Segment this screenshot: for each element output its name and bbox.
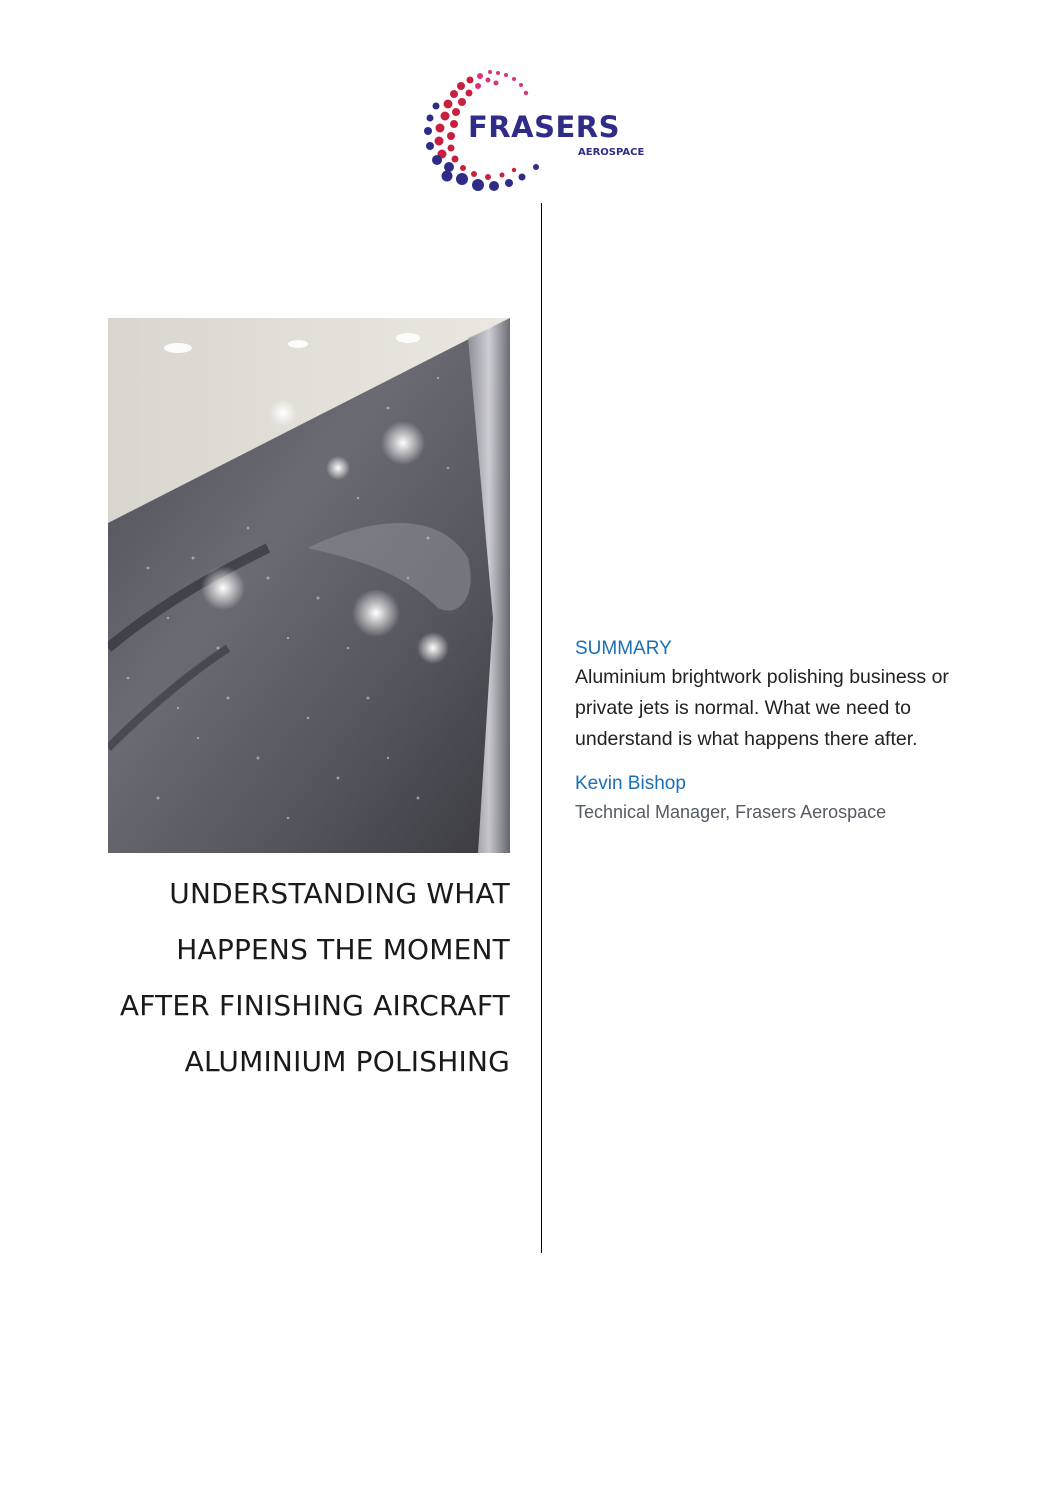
- author-name: Kevin Bishop: [575, 773, 686, 794]
- summary-line: understand is what happens there after.: [575, 728, 918, 750]
- title-line: ALUMINIUM POLISHING: [184, 1045, 510, 1078]
- vertical-divider: [541, 203, 542, 1253]
- summary-heading: SUMMARY: [575, 638, 672, 659]
- author-role: Technical Manager, Frasers Aerospace: [575, 802, 887, 822]
- logo-subtitle: AEROSPACE: [578, 147, 645, 158]
- frasers-logo: [418, 64, 668, 198]
- article-title: [100, 866, 510, 1090]
- summary-text: [575, 662, 1015, 755]
- summary-block: [575, 636, 1015, 825]
- title-line: HAPPENS THE MOMENT: [176, 933, 510, 966]
- polished-aluminium-photo-icon: [108, 318, 510, 853]
- title-line: UNDERSTANDING WHAT: [169, 877, 510, 910]
- summary-line: Aluminium brightwork polishing business or: [575, 666, 949, 688]
- title-line: AFTER FINISHING AIRCRAFT: [119, 989, 510, 1022]
- hero-photo: [108, 318, 510, 853]
- logo-wordmark: FRASERS: [468, 110, 620, 144]
- summary-line: private jets is normal. What we need to: [575, 697, 911, 719]
